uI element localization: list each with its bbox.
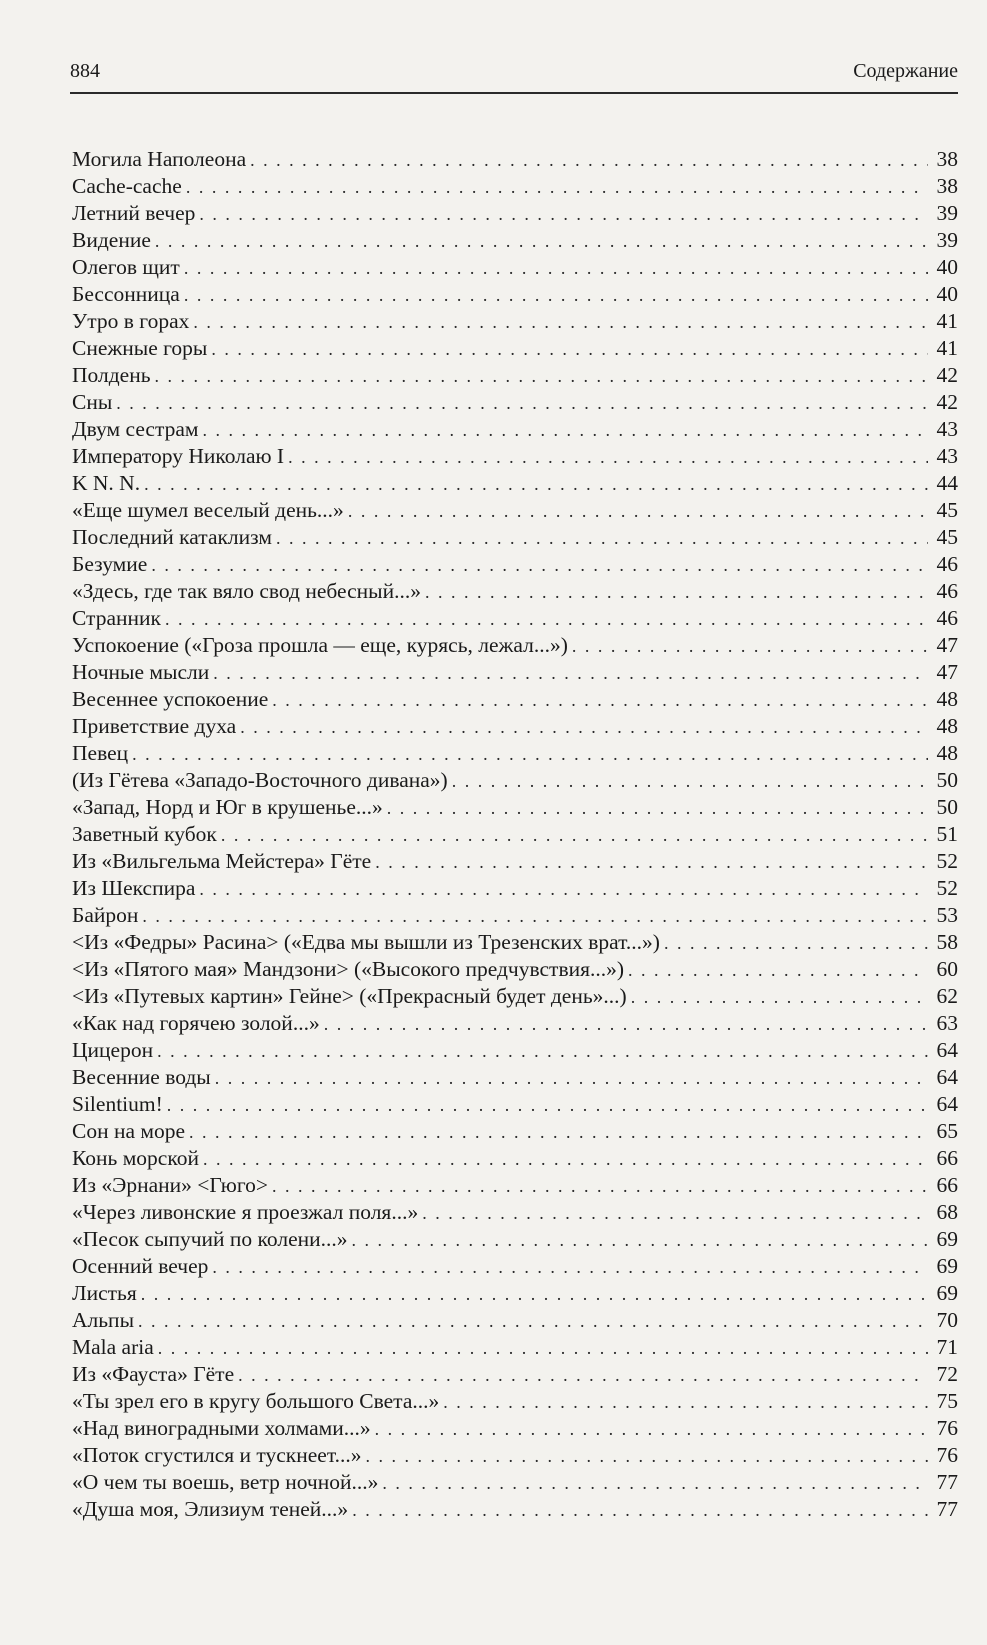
toc-entry-title: Приветствие духа — [72, 714, 237, 738]
toc-entry — [72, 767, 958, 794]
toc-entry-page: 42 — [936, 363, 958, 387]
toc-entry — [72, 821, 958, 848]
dot-leader — [348, 498, 928, 525]
dot-leader — [387, 795, 928, 822]
dot-leader — [141, 1281, 928, 1308]
toc-entry — [72, 902, 958, 929]
toc-entry-page: 76 — [936, 1443, 958, 1467]
toc-entry-title: Из Шекспира — [72, 876, 196, 900]
toc-entry — [72, 443, 958, 470]
toc-entry-page: 51 — [936, 822, 958, 846]
toc-entry-title: Бессонница — [72, 282, 180, 306]
dot-leader — [452, 768, 928, 795]
toc-entry-title: «О чем ты воешь, ветр ночной...» — [72, 1470, 379, 1494]
toc-entry-title: Осенний вечер — [72, 1254, 209, 1278]
toc-entry-title: Альпы — [72, 1308, 135, 1332]
toc-entry-page: 64 — [936, 1038, 958, 1062]
toc-entry-title: «Поток сгустился и тускнеет...» — [72, 1443, 362, 1467]
toc-entry — [72, 1091, 958, 1118]
toc-entry — [72, 1496, 958, 1523]
toc-entry-page: 38 — [936, 174, 958, 198]
dot-leader — [203, 1146, 928, 1173]
dot-leader — [443, 1389, 928, 1416]
toc-entry-title: Байрон — [72, 903, 139, 927]
toc-entry-page: 52 — [936, 876, 958, 900]
toc-entry — [72, 1415, 958, 1442]
toc-entry — [72, 983, 958, 1010]
toc-entry-title: <Из «Пятого мая» Мандзони> («Высокого предчувствия...») — [72, 957, 625, 981]
toc-entry-title: Успокоение («Гроза прошла — еще, курясь, лежал...») — [72, 633, 568, 657]
toc-entry-title: «Песок сыпучий по колени...» — [72, 1227, 348, 1251]
dot-leader — [132, 741, 928, 768]
toc-entry-page: 45 — [936, 525, 958, 549]
toc-entry — [72, 686, 958, 713]
dot-leader — [352, 1497, 928, 1524]
dot-leader — [213, 660, 928, 687]
dot-leader — [272, 1173, 928, 1200]
toc-entry — [72, 1118, 958, 1145]
toc-entry — [72, 740, 958, 767]
toc-entry-page: 70 — [936, 1308, 958, 1332]
toc-entry-page: 69 — [936, 1281, 958, 1305]
toc-entry-page: 50 — [936, 768, 958, 792]
toc-entry-title: Утро в горах — [72, 309, 190, 333]
toc-entry-page: 40 — [936, 282, 958, 306]
toc-entry-title: Из «Фауста» Гёте — [72, 1362, 235, 1386]
toc-entry-title: «Еще шумел веселый день...» — [72, 498, 344, 522]
toc-entry-title: Конь морской — [72, 1146, 199, 1170]
toc-entry-title: Весенние воды — [72, 1065, 211, 1089]
toc-entry-title: «Душа моя, Элизиум теней...» — [72, 1497, 349, 1521]
toc-entry-page: 65 — [936, 1119, 958, 1143]
dot-leader — [375, 1416, 928, 1443]
dot-leader — [276, 525, 928, 552]
dot-leader — [221, 822, 928, 849]
toc-entry — [72, 416, 958, 443]
toc-entry-title: Двум сестрам — [72, 417, 199, 441]
toc-entry — [72, 173, 958, 200]
toc-entry-page: 42 — [936, 390, 958, 414]
toc-entry-title: Сны — [72, 390, 113, 414]
toc-entry-page: 43 — [936, 444, 958, 468]
toc-entry — [72, 1280, 958, 1307]
toc-entry — [72, 929, 958, 956]
dot-leader — [352, 1227, 928, 1254]
toc-entry-title: Цицерон — [72, 1038, 154, 1062]
toc-entry-page: 52 — [936, 849, 958, 873]
toc-entry — [72, 362, 958, 389]
toc-entry-title: Листья — [72, 1281, 137, 1305]
table-of-contents — [72, 146, 958, 1523]
toc-entry-page: 64 — [936, 1092, 958, 1116]
toc-entry-title: Императору Николаю I — [72, 444, 285, 468]
dot-leader — [572, 633, 928, 660]
dot-leader — [240, 714, 928, 741]
toc-entry — [72, 632, 958, 659]
toc-entry-page: 60 — [936, 957, 958, 981]
toc-entry — [72, 794, 958, 821]
toc-entry — [72, 848, 958, 875]
toc-entry-title: <Из «Путевых картин» Гейне> («Прекрасный будет день»...) — [72, 984, 627, 1008]
dot-leader — [199, 876, 928, 903]
dot-leader — [158, 1335, 928, 1362]
toc-entry-title: Сон на море — [72, 1119, 186, 1143]
toc-entry-page: 40 — [936, 255, 958, 279]
dot-leader — [199, 201, 928, 228]
toc-entry-page: 46 — [936, 552, 958, 576]
toc-entry-title: Ночные мысли — [72, 660, 210, 684]
dot-leader — [155, 363, 928, 390]
toc-entry-title: «Запад, Норд и Юг в крушенье...» — [72, 795, 383, 819]
dot-leader — [212, 1254, 928, 1281]
toc-entry — [72, 659, 958, 686]
toc-entry — [72, 1334, 958, 1361]
dot-leader — [211, 336, 928, 363]
dot-leader — [366, 1443, 929, 1470]
toc-entry-page: 66 — [936, 1173, 958, 1197]
dot-leader — [138, 1308, 928, 1335]
toc-entry-page: 46 — [936, 606, 958, 630]
dot-leader — [288, 444, 928, 471]
toc-entry-page: 48 — [936, 741, 958, 765]
toc-entry-title: Полдень — [72, 363, 151, 387]
toc-entry-page: 77 — [936, 1497, 958, 1521]
dot-leader — [193, 309, 928, 336]
dot-leader — [157, 1038, 928, 1065]
dot-leader — [203, 417, 928, 444]
dot-leader — [155, 228, 928, 255]
toc-entry-title: Silentium! — [72, 1092, 163, 1116]
toc-entry-title: Снежные горы — [72, 336, 208, 360]
toc-entry-title: Могила Наполеона — [72, 147, 247, 171]
toc-entry-page: 69 — [936, 1227, 958, 1251]
toc-entry-title: Летний вечер — [72, 201, 196, 225]
toc-entry — [72, 389, 958, 416]
toc-entry-page: 47 — [936, 660, 958, 684]
toc-entry — [72, 956, 958, 983]
toc-entry-page: 44 — [936, 471, 958, 495]
toc-entry-title: Заветный кубок — [72, 822, 217, 846]
dot-leader — [184, 255, 928, 282]
dot-leader — [116, 390, 928, 417]
toc-entry-title: Из «Вильгельма Мейстера» Гёте — [72, 849, 372, 873]
toc-entry-page: 69 — [936, 1254, 958, 1278]
toc-entry-page: 50 — [936, 795, 958, 819]
toc-entry-page: 58 — [936, 930, 958, 954]
toc-entry-title: «Через ливонские я проезжал поля...» — [72, 1200, 419, 1224]
toc-entry-page: 48 — [936, 687, 958, 711]
toc-entry — [72, 578, 958, 605]
toc-entry — [72, 551, 958, 578]
toc-entry — [72, 524, 958, 551]
toc-entry — [72, 1064, 958, 1091]
toc-entry — [72, 875, 958, 902]
toc-entry-page: 64 — [936, 1065, 958, 1089]
toc-entry-page: 39 — [936, 228, 958, 252]
toc-entry — [72, 605, 958, 632]
toc-entry-title: Певец — [72, 741, 129, 765]
dot-leader — [631, 984, 928, 1011]
toc-entry-title: Последний катаклизм — [72, 525, 272, 549]
toc-entry-page: 43 — [936, 417, 958, 441]
toc-entry-page: 47 — [936, 633, 958, 657]
toc-entry — [72, 1388, 958, 1415]
page-header — [70, 58, 958, 94]
toc-entry-title: Олегов щит — [72, 255, 180, 279]
toc-entry — [72, 335, 958, 362]
toc-entry-title: (Из Гётева «Западо-Восточного дивана») — [72, 768, 448, 792]
toc-entry — [72, 200, 958, 227]
dot-leader — [425, 579, 928, 606]
dot-leader — [186, 174, 928, 201]
toc-entry-title: Cache-cache — [72, 174, 182, 198]
dot-leader — [375, 849, 928, 876]
toc-entry-page: 39 — [936, 201, 958, 225]
dot-leader — [664, 930, 928, 957]
dot-leader — [250, 147, 928, 174]
toc-entry-page: 38 — [936, 147, 958, 171]
toc-entry-title: Странник — [72, 606, 161, 630]
toc-entry-page: 77 — [936, 1470, 958, 1494]
toc-entry — [72, 1226, 958, 1253]
toc-entry — [72, 1037, 958, 1064]
toc-entry — [72, 1442, 958, 1469]
toc-entry-page: 63 — [936, 1011, 958, 1035]
toc-entry — [72, 1172, 958, 1199]
dot-leader — [165, 606, 928, 633]
dot-leader — [144, 471, 928, 498]
dot-leader — [184, 282, 928, 309]
page-number: 884 — [70, 60, 100, 82]
toc-entry-title: K N. N. — [72, 471, 141, 495]
running-title: Содержание — [853, 60, 958, 82]
toc-entry — [72, 308, 958, 335]
toc-entry — [72, 497, 958, 524]
toc-entry — [72, 1253, 958, 1280]
dot-leader — [422, 1200, 928, 1227]
toc-entry — [72, 470, 958, 497]
toc-entry-title: <Из «Федры» Расина> («Едва мы вышли из Трезенских врат...») — [72, 930, 660, 954]
dot-leader — [628, 957, 928, 984]
toc-entry-page: 45 — [936, 498, 958, 522]
toc-entry-page: 75 — [936, 1389, 958, 1413]
toc-entry — [72, 1469, 958, 1496]
dot-leader — [272, 687, 928, 714]
toc-entry-page: 71 — [936, 1335, 958, 1359]
toc-entry-title: Весеннее успокоение — [72, 687, 269, 711]
toc-entry-title: Безумие — [72, 552, 148, 576]
toc-entry-title: «Здесь, где так вяло свод небесный...» — [72, 579, 421, 603]
toc-entry — [72, 1307, 958, 1334]
toc-entry-page: 62 — [936, 984, 958, 1008]
toc-entry — [72, 713, 958, 740]
toc-entry-title: «Ты зрел его в кругу большого Света...» — [72, 1389, 440, 1413]
toc-entry-page: 72 — [936, 1362, 958, 1386]
dot-leader — [167, 1092, 928, 1119]
toc-entry — [72, 146, 958, 173]
toc-entry — [72, 1361, 958, 1388]
toc-entry-page: 48 — [936, 714, 958, 738]
dot-leader — [382, 1470, 928, 1497]
dot-leader — [151, 552, 928, 579]
toc-entry-page: 53 — [936, 903, 958, 927]
toc-entry — [72, 1010, 958, 1037]
toc-entry-title: «Как над горячею золой...» — [72, 1011, 320, 1035]
toc-entry-title: «Над виноградными холмами...» — [72, 1416, 371, 1440]
dot-leader — [238, 1362, 928, 1389]
toc-entry — [72, 281, 958, 308]
toc-entry-page: 76 — [936, 1416, 958, 1440]
dot-leader — [215, 1065, 928, 1092]
dot-leader — [142, 903, 928, 930]
toc-entry-page: 41 — [936, 309, 958, 333]
toc-entry-title: Видение — [72, 228, 151, 252]
toc-entry — [72, 227, 958, 254]
toc-entry-page: 46 — [936, 579, 958, 603]
toc-entry — [72, 1145, 958, 1172]
toc-entry-page: 66 — [936, 1146, 958, 1170]
toc-entry-title: Из «Эрнани» <Гюго> — [72, 1173, 268, 1197]
toc-entry-page: 41 — [936, 336, 958, 360]
dot-leader — [189, 1119, 928, 1146]
toc-entry-page: 68 — [936, 1200, 958, 1224]
toc-entry-title: Mala aria — [72, 1335, 154, 1359]
toc-entry — [72, 254, 958, 281]
dot-leader — [324, 1011, 928, 1038]
toc-entry — [72, 1199, 958, 1226]
